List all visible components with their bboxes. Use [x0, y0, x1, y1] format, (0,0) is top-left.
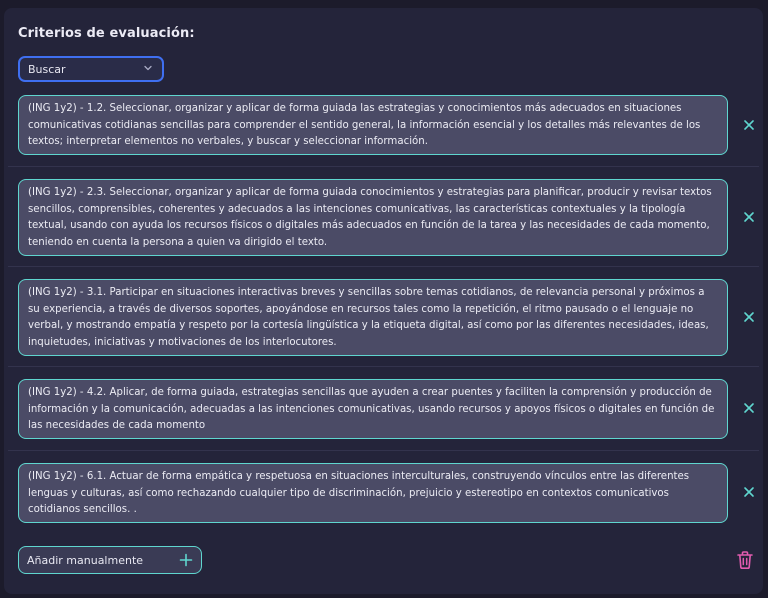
chevron-down-icon [142, 62, 154, 74]
criterion-text: (ING 1y2) - 4.2. Aplicar, de forma guiada, estrategias sencillas que ayuden a crear puentes y faciliten la comprensión y producción de información y la comunicación, adecuadas a las intenciones comunicativas, usando recursos y apoyos físicos o digitales en función de las necesidades de cada momento [28, 387, 715, 432]
close-icon[interactable] [742, 310, 756, 324]
divider [8, 366, 759, 367]
criteria-panel [4, 8, 763, 594]
criterion-text: (ING 1y2) - 2.3. Seleccionar, organizar y aplicar de forma guiada conocimientos y estrategias para planificar, producir y revisar textos sencillos, comprensibles, coherentes y adecuados a las intenciones comunicativas, las características contextuales y la tipología textual, usando con ayuda los recursos físicos o digitales más adecuados en función de la tarea y las necesidades de cada momento, teniendo en cuenta la persona a quien va dirigido el texto. [28, 187, 712, 249]
close-icon[interactable] [742, 401, 756, 415]
divider [8, 266, 759, 267]
search-select-value: Buscar [28, 62, 66, 76]
close-icon[interactable] [742, 210, 756, 224]
criterion-item [18, 95, 728, 155]
trash-icon[interactable] [736, 550, 754, 570]
criterion-text: (ING 1y2) - 1.2. Seleccionar, organizar y aplicar de forma guiada las estrategias y conocimientos más adecuados en situaciones comunicativas cotidianas sencillas para comprender el sentido general, la información esencial y los detalles más relevantes de los textos; interpretar elementos no verbales, y buscar y seleccionar información. [28, 103, 701, 148]
criterion-text: (ING 1y2) - 3.1. Participar en situaciones interactivas breves y sencillas sobre temas cotidianos, de relevancia personal y próximos a su experiencia, a través de diversos soportes, apoyándose en recursos tales como la repetición, el ritmo pausado o el lenguaje no verbal, y mostrando empatía y respeto por la cortesía lingüística y la etiqueta digital, así como por las diferentes necesidades, ideas, inquietudes, iniciativas y motivaciones de los interlocutores. [28, 287, 709, 349]
search-select[interactable] [18, 56, 164, 82]
close-icon[interactable] [742, 118, 756, 132]
criterion-text: (ING 1y2) - 6.1. Actuar de forma empática y respetuosa en situaciones interculturales, construyendo vínculos entre las diferentes lenguas y culturas, así como rechazando cualquier tipo de discriminación, prejuicio y estereotipo en contextos comunicativos cotidianos sencillos. . [28, 471, 690, 516]
criterion-item [18, 379, 728, 439]
plus-icon [179, 553, 193, 567]
divider [8, 450, 759, 451]
section-title: Criterios de evaluación: [18, 26, 195, 41]
add-manually-label: Añadir manualmente [27, 553, 144, 567]
criterion-item [18, 463, 728, 523]
close-icon[interactable] [742, 485, 756, 499]
divider [8, 166, 759, 167]
criterion-item [18, 279, 728, 356]
criterion-item [18, 179, 728, 256]
add-manually-button[interactable] [18, 546, 202, 574]
